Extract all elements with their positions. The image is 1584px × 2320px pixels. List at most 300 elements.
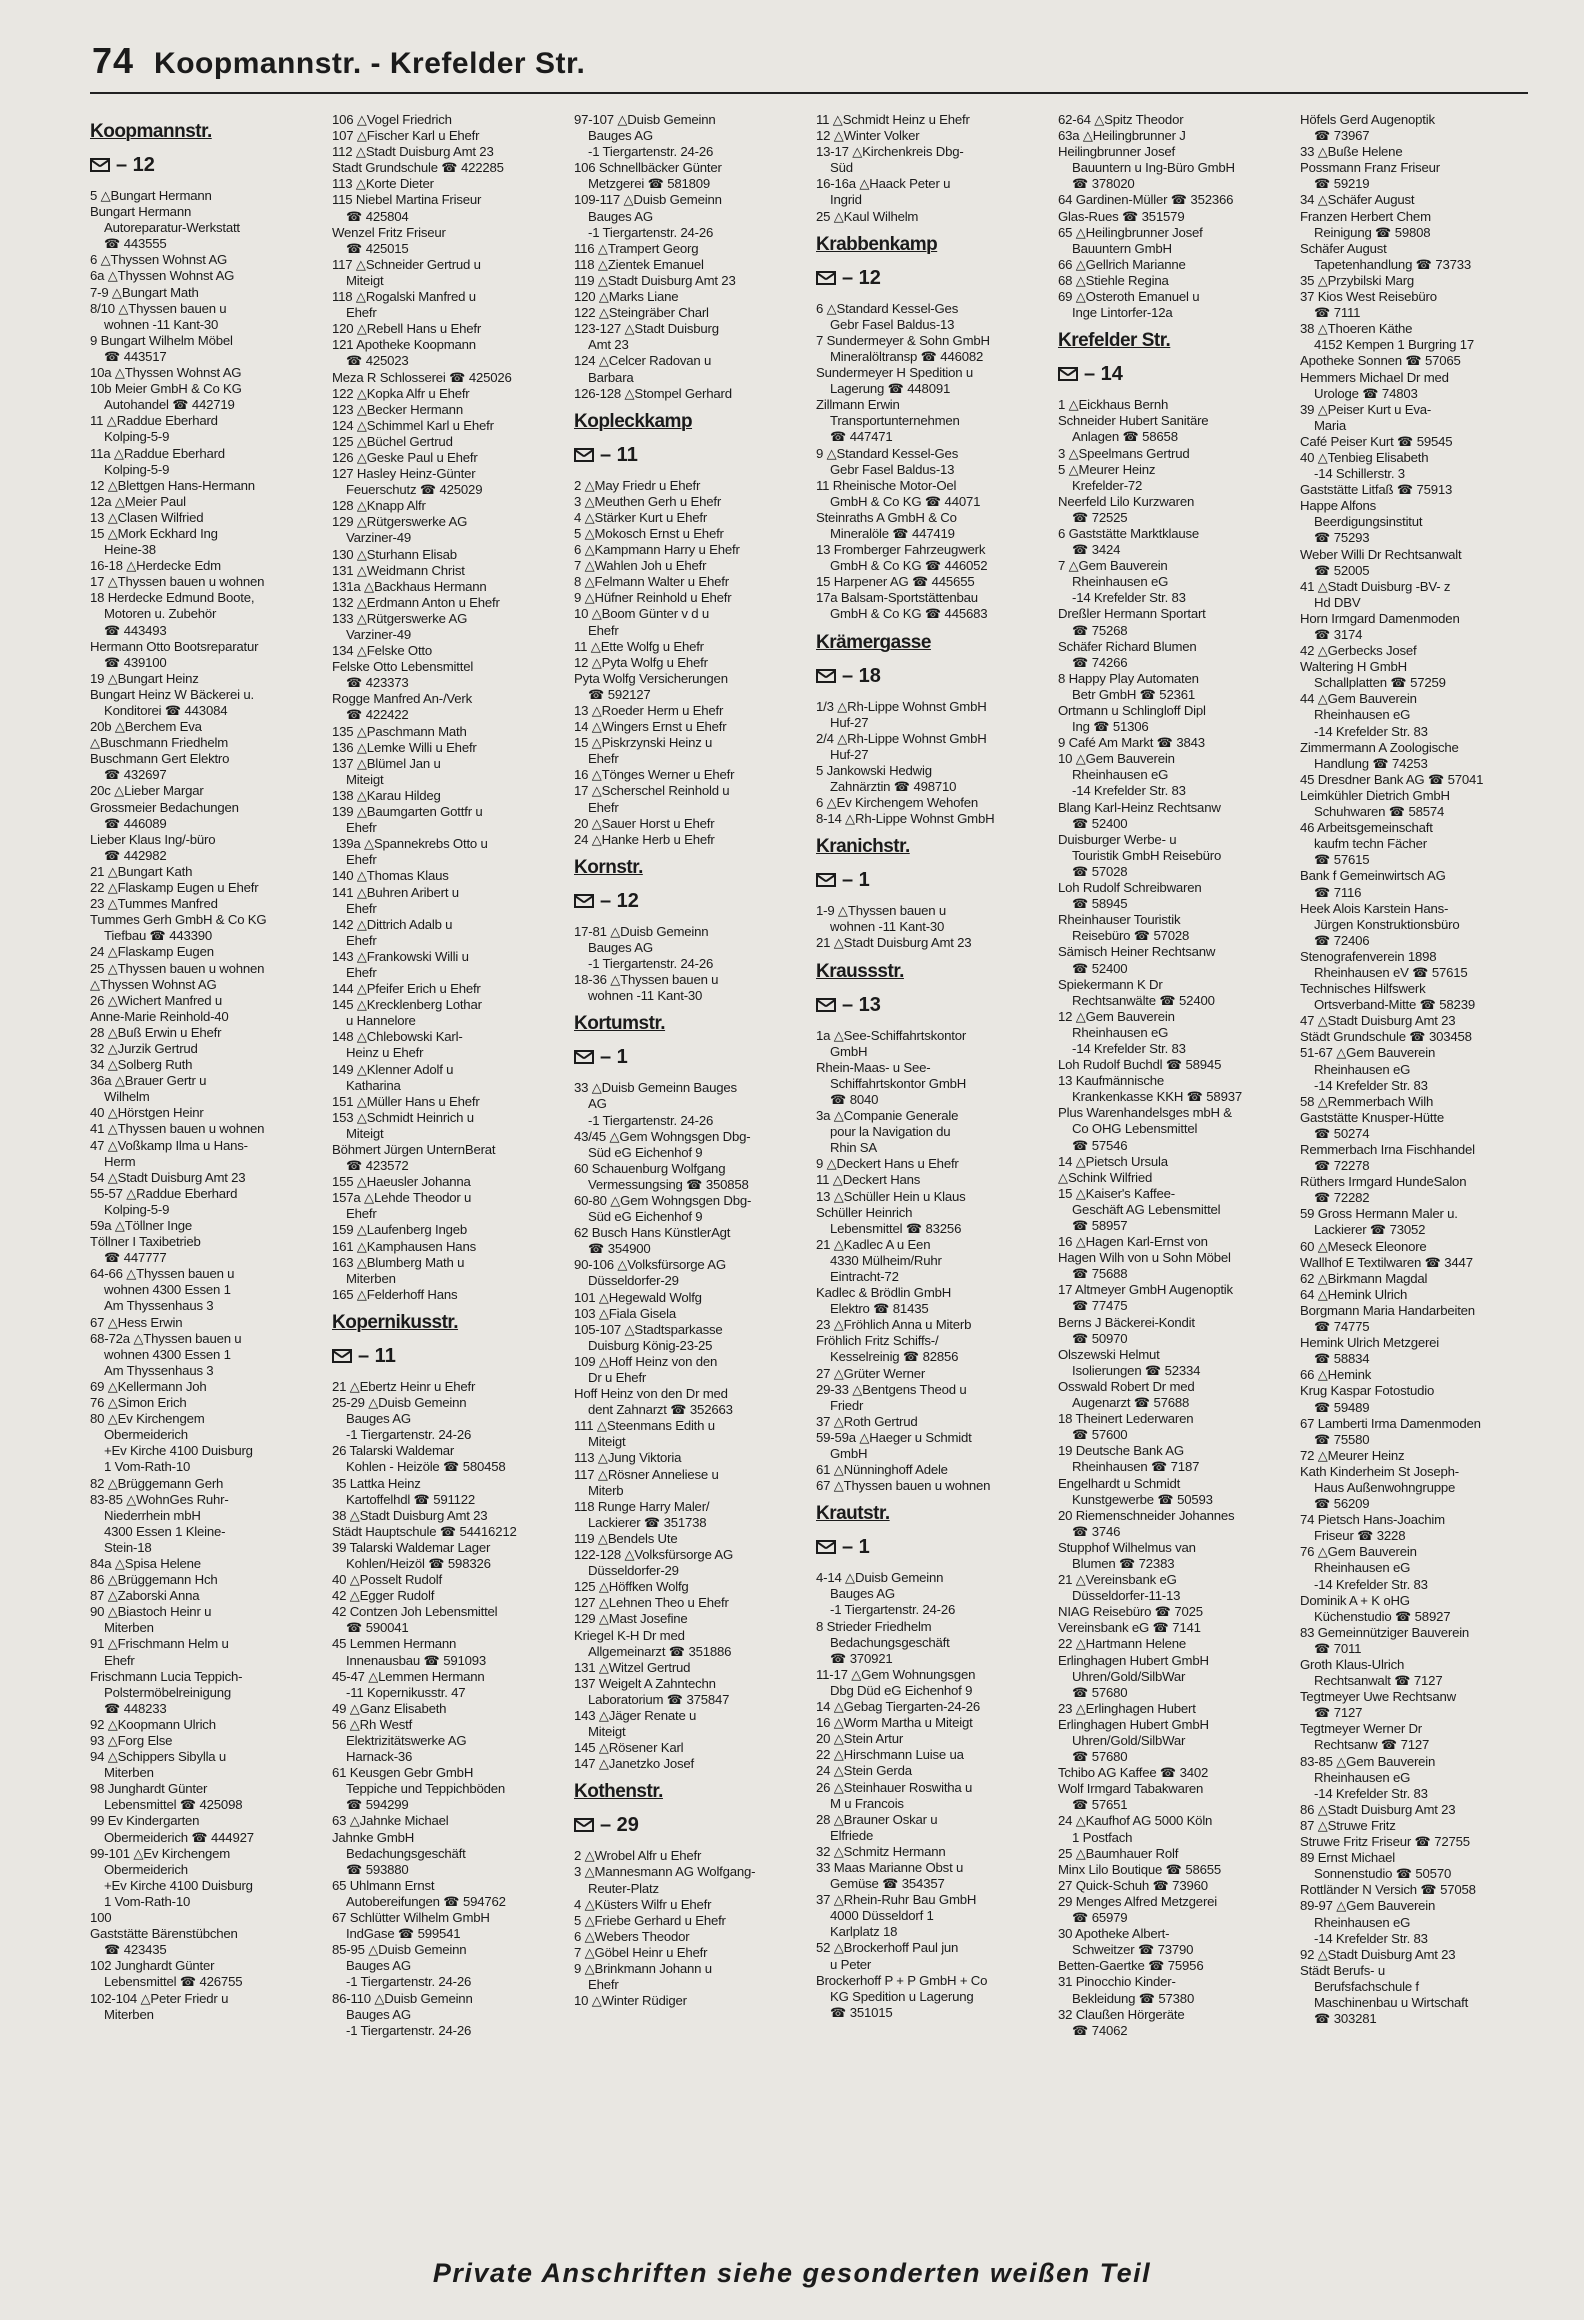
entry-continuation: -1 Tiergartenstr. 24-26	[588, 956, 714, 972]
entry-continuation: ☎ 7011	[1314, 1640, 1362, 1656]
entry-continuation: ☎ 422422	[346, 707, 409, 723]
entry-continuation: Obermeiderich	[104, 1861, 188, 1877]
entry-continuation: M u Francois	[830, 1795, 904, 1811]
directory-entry: 9 △Hüfner Reinhold u Ehefr	[574, 590, 732, 606]
directory-entry: 141 △Buhren Aribert u	[332, 884, 459, 900]
street-heading: Kopernikusstr.	[332, 1311, 459, 1333]
directory-entry: 122 △Kopka Alfr u Ehefr	[332, 385, 470, 401]
entry-continuation: ☎ 52005	[1314, 562, 1370, 578]
entry-continuation: ☎ 65979	[1072, 1910, 1128, 1926]
directory-entry: 3 △Mannesmann AG Wolfgang-	[574, 1864, 756, 1880]
directory-entry: 62 Busch Hans KünstlerAgt	[574, 1225, 731, 1241]
directory-entry: 9 △Standard Kessel-Ges	[816, 445, 959, 461]
entry-continuation: 4330 Mülheim/Ruhr	[830, 1252, 942, 1268]
entry-continuation: wohnen -11 Kant-30	[104, 316, 219, 332]
entry-continuation: 1 Vom-Rath-10	[104, 1893, 191, 1909]
directory-entry: 112 △Stadt Duisburg Amt 23	[332, 144, 494, 160]
directory-entry: 18 Herdecke Edmund Boote,	[90, 590, 255, 606]
envelope-icon	[574, 1050, 594, 1064]
entry-continuation: ☎ 354900	[588, 1241, 651, 1257]
directory-entry: Bungart Hermann	[90, 204, 192, 220]
directory-entry: 157a △Lehde Theodor u	[332, 1190, 472, 1206]
directory-entry: 86 △Brüggemann Hch	[90, 1572, 218, 1588]
entry-continuation: Miterben	[104, 2006, 154, 2022]
entry-continuation: Rheinhausen ☎ 7187	[1072, 1459, 1200, 1475]
entry-continuation: Reuter-Platz	[588, 1880, 659, 1896]
directory-entry: 8 Happy Play Automaten	[1058, 670, 1199, 686]
directory-column	[90, 112, 320, 2222]
directory-entry: Possmann Franz Friseur	[1300, 160, 1440, 176]
directory-entry: 15 △Piskrzynski Heinz u	[574, 735, 713, 751]
directory-entry: 13 △Clasen Wilfried	[90, 509, 204, 525]
directory-entry: 98 Junghardt Günter	[90, 1781, 208, 1797]
directory-entry: 94 △Schippers Sibylla u	[90, 1749, 227, 1765]
entry-continuation: Ehefr	[346, 932, 377, 948]
directory-entry: 117 △Schneider Gertrud u	[332, 256, 481, 272]
entry-continuation: -1 Tiergartenstr. 24-26	[588, 1112, 714, 1128]
directory-entry: 64 △Hemink Ulrich	[1300, 1286, 1408, 1302]
directory-entry: 10a △Thyssen Wohnst AG	[90, 365, 242, 381]
entry-continuation: Maschinenbau u Wirtschaft	[1314, 1994, 1469, 2010]
footer-note: Private Anschriften siehe gesonderten weißen Teil	[432, 2258, 1152, 2288]
entry-continuation: Jürgen Konstruktionsbüro	[1314, 916, 1460, 932]
entry-continuation: Friedr	[830, 1397, 864, 1413]
entry-continuation: Krankenkasse KKH ☎ 58937	[1072, 1089, 1242, 1105]
entry-continuation: -14 Krefelder Str. 83	[1072, 783, 1186, 799]
directory-entry: 31 Pinocchio Kinder-	[1058, 1974, 1176, 1990]
directory-entry: Rottländer N Versich ☎ 57058	[1300, 1882, 1476, 1898]
directory-entry: 139 △Baumgarten Gottfr u	[332, 804, 483, 820]
directory-entry: 61 △Nünninghoff Adele	[816, 1462, 948, 1478]
directory-entry: 17a Balsam-Sportstättenbau	[816, 590, 978, 606]
directory-entry: Rhein-Maas- u See-	[816, 1059, 931, 1075]
entry-continuation: Innenausbau ☎ 591093	[346, 1652, 487, 1668]
entry-continuation: GmbH	[830, 1446, 868, 1461]
directory-entry: Sämisch Heiner Rechtsanw	[1058, 944, 1216, 960]
directory-entry: Tegtmeyer Werner Dr	[1300, 1721, 1423, 1737]
directory-entry: 3a △Companie Generale	[816, 1108, 959, 1124]
directory-entry: 42 Contzen Joh Lebensmittel	[332, 1604, 498, 1620]
directory-entry: 139a △Spannekrebs Otto u	[332, 836, 488, 852]
directory-entry: 113 △Korte Dieter	[332, 176, 434, 192]
directory-entry: 33 Maas Marianne Obst u	[816, 1859, 964, 1875]
street-heading: Kornstr.	[574, 856, 643, 878]
entry-continuation: ☎ 7111	[1314, 305, 1361, 321]
envelope-icon	[574, 448, 594, 462]
entry-continuation: Rheinhausen eG	[1072, 767, 1169, 783]
entry-continuation: Kesselreinig ☎ 82856	[830, 1349, 959, 1365]
entry-continuation: Sonnenstudio ☎ 50570	[1314, 1866, 1452, 1882]
directory-entry: 12 △Winter Volker	[816, 128, 920, 144]
directory-entry: 1-9 △Thyssen bauen u	[816, 903, 947, 919]
directory-entry: Böhmert Jürgen UnternBerat	[332, 1142, 496, 1157]
directory-entry: 80 △Ev Kirchengem	[90, 1411, 205, 1427]
directory-entry: 155 △Haeusler Johanna	[332, 1174, 471, 1190]
directory-entry: Heilingbrunner Josef	[1058, 144, 1175, 160]
directory-entry: 87 △Zaborski Anna	[90, 1588, 200, 1604]
entry-continuation: Transportunternehmen	[830, 413, 960, 429]
directory-entry: 13 △Roeder Herm u Ehefr	[574, 703, 724, 718]
directory-entry: 9 Café Am Markt ☎ 3843	[1058, 735, 1205, 751]
directory-column	[1300, 112, 1530, 2222]
directory-entry: 29-33 △Bentgens Theod u	[816, 1381, 967, 1397]
directory-entry: 5 △Bungart Hermann	[90, 188, 212, 203]
directory-entry: 6 △Standard Kessel-Ges	[816, 300, 959, 316]
directory-entry: 87 △Struwe Fritz	[1300, 1817, 1396, 1833]
entry-continuation: ☎ 50970	[1072, 1330, 1128, 1346]
directory-entry: 102-104 △Peter Friedr u	[90, 1990, 229, 2006]
entry-continuation: Obermeiderich	[104, 1427, 188, 1443]
directory-entry: 120 △Rebell Hans u Ehefr	[332, 321, 482, 337]
directory-entry: 63 △Jahnke Michael	[332, 1813, 449, 1829]
directory-entry: 65 △Heilingbrunner Josef	[1058, 224, 1203, 240]
street-heading: Kraussstr.	[816, 960, 904, 982]
entry-continuation: ☎ 432697	[104, 767, 167, 783]
directory-entry: 76 △Gem Bauverein	[1300, 1544, 1417, 1560]
entry-continuation: Duisburg König-23-25	[588, 1337, 713, 1353]
directory-entry: 6 △Ev Kirchengem Wehofen	[816, 795, 978, 811]
entry-continuation: Schweitzer ☎ 73790	[1072, 1942, 1194, 1958]
directory-entry: Happe Alfons	[1300, 498, 1377, 514]
directory-entry: 15 △Mork Eckhard Ing	[90, 525, 218, 541]
directory-entry: 125 △Büchel Gertrud	[332, 433, 453, 449]
entry-continuation: Co OHG Lebensmittel	[1072, 1121, 1198, 1137]
entry-continuation: GmbH & Co KG ☎ 445683	[830, 606, 988, 622]
entry-continuation: Bauges AG	[346, 2006, 411, 2022]
directory-entry: 20 △Stein Artur	[816, 1731, 904, 1747]
directory-entry: 20 Riemenschneider Johannes	[1058, 1507, 1235, 1523]
entry-continuation: -1 Tiergartenstr. 24-26	[588, 144, 714, 160]
envelope-icon	[332, 1349, 352, 1363]
entry-continuation: Am Thyssenhaus 3	[104, 1298, 214, 1314]
directory-entry: 18-36 △Thyssen bauen u	[574, 972, 719, 988]
entry-continuation: Rheinhausen eG	[1314, 1914, 1411, 1930]
directory-entry: 122-128 △Volksfürsorge AG	[574, 1547, 734, 1563]
directory-entry: 100	[90, 1910, 112, 1926]
directory-entry: 64 Gardinen-Müller ☎ 352366	[1058, 192, 1234, 208]
entry-continuation: 4300 Essen 1 Kleine-	[104, 1523, 226, 1539]
entry-continuation: Mineralöle ☎ 447419	[830, 525, 955, 541]
entry-continuation: Eintracht-72	[830, 1268, 899, 1284]
directory-entry: 1 △Eickhaus Bernh	[1058, 397, 1169, 413]
entry-continuation: Miteigt	[588, 1724, 626, 1740]
entry-continuation: Ehefr	[346, 1206, 377, 1222]
entry-continuation: Niederrhein mbH	[104, 1507, 201, 1523]
directory-entry: 123-127 △Stadt Duisburg	[574, 321, 719, 337]
directory-entry: 126-128 △Stompel Gerhard	[574, 385, 732, 401]
directory-entry: Schäfer August	[1300, 240, 1387, 256]
entry-continuation: GmbH	[830, 1043, 868, 1059]
directory-entry: 60 △Meseck Eleonore	[1300, 1238, 1427, 1254]
directory-entry: Bank f Gemeinwirtsch AG	[1300, 868, 1446, 884]
directory-entry: 10 △Boom Günter v d u	[574, 606, 709, 622]
entry-continuation: Allgemeinarzt ☎ 351886	[588, 1643, 732, 1659]
entry-continuation: Huf-27	[830, 746, 869, 762]
directory-entry: 165 △Felderhoff Hans	[332, 1286, 458, 1302]
page-title: Koopmannstr. - Krefelder Str.	[154, 47, 586, 80]
directory-entry: 121 Apotheke Koopmann	[332, 337, 476, 353]
directory-entry: 117 △Rösner Anneliese u	[574, 1466, 719, 1482]
directory-entry: 32 Claußen Hörgeräte	[1058, 2006, 1185, 2022]
directory-entry: Grossmeier Bedachungen	[90, 799, 239, 815]
directory-entry: 8 Strieder Friedhelm	[816, 1618, 932, 1634]
directory-entry: 28 △Buß Erwin u Ehefr	[90, 1024, 222, 1040]
directory-entry: Franzen Herbert Chem	[1300, 208, 1431, 224]
directory-entry: 9 △Brinkmann Johann u	[574, 1961, 712, 1976]
entry-continuation: 4000 Düsseldorf 1	[830, 1908, 934, 1924]
directory-entry: 45-47 △Lemmen Hermann	[332, 1668, 485, 1684]
directory-entry: Neerfeld Lilo Kurzwaren	[1058, 493, 1195, 509]
directory-entry: 69 △Osteroth Emanuel u	[1058, 289, 1200, 305]
directory-entry: 24 △Kaufhof AG 5000 Köln	[1058, 1813, 1213, 1829]
envelope-icon	[90, 158, 110, 172]
postal-district	[816, 1534, 1046, 1560]
entry-continuation: KG Spedition u Lagerung	[830, 1988, 974, 2004]
postal-district-number: – 13	[842, 993, 881, 1016]
directory-entry: 26 △Wichert Manfred u	[90, 992, 223, 1008]
postal-district	[816, 992, 1046, 1018]
directory-entry: 12 △Blettgen Hans-Hermann	[90, 477, 255, 493]
entry-continuation: Düsseldorfer-11-13	[1072, 1588, 1181, 1604]
directory-entry: Waltering H GmbH	[1300, 659, 1407, 675]
directory-entry: 44 △Gem Bauverein	[1300, 691, 1417, 707]
directory-entry: 8-14 △Rh-Lippe Wohnst GmbH	[816, 811, 995, 827]
entry-continuation: Bauges AG	[588, 939, 653, 955]
directory-column	[574, 112, 804, 2222]
entry-continuation: Konditorei ☎ 443084	[104, 703, 228, 718]
directory-entry: 46 Arbeitsgemeinschaft	[1300, 820, 1433, 836]
directory-entry: 67 Lamberti Irma Damenmoden	[1300, 1415, 1481, 1431]
directory-entry: 34 △Schäfer August	[1300, 192, 1415, 208]
directory-entry: 149 △Klenner Adolf u	[332, 1061, 454, 1077]
postal-district	[574, 888, 804, 914]
directory-entry: 105-107 △Stadtsparkasse	[574, 1321, 723, 1337]
entry-continuation: Rheinhausen eG	[1072, 574, 1169, 590]
directory-entry: 106 △Vogel Friedrich	[332, 112, 452, 127]
entry-continuation: ☎ 3424	[1072, 542, 1121, 558]
entry-continuation: Düsseldorfer-29	[588, 1563, 679, 1579]
directory-entry: 8/10 △Thyssen bauen u	[90, 300, 227, 316]
directory-entry: 37 △Roth Gertrud	[816, 1413, 918, 1429]
entry-continuation: ☎ 351015	[830, 2004, 893, 2020]
entry-continuation: ☎ 75688	[1072, 1266, 1128, 1282]
entry-continuation: Elektro ☎ 81435	[830, 1301, 929, 1317]
directory-entry: 99-101 △Ev Kirchengem	[90, 1845, 231, 1861]
entry-continuation: ☎ 72278	[1314, 1158, 1370, 1174]
directory-entry: 93 △Forg Else	[90, 1733, 173, 1748]
postal-district-number: – 11	[600, 443, 638, 466]
entry-continuation: -14 Krefelder Str. 83	[1314, 1077, 1428, 1093]
entry-continuation: ☎ 57546	[1072, 1137, 1128, 1153]
entry-continuation: ☎ 370921	[830, 1650, 893, 1666]
directory-entry: 15 △Kaiser's Kaffee-	[1058, 1185, 1175, 1201]
directory-entry: 3 △Speelmans Gertrud	[1058, 445, 1190, 461]
directory-entry: 137 △Blümel Jan u	[332, 755, 441, 771]
directory-entry: 28 △Brauner Oskar u	[816, 1811, 938, 1827]
directory-column	[332, 112, 562, 2222]
directory-entry: 7-9 △Bungart Math	[90, 284, 199, 300]
directory-entry: 11-17 △Gem Wohnungsgen	[816, 1666, 976, 1682]
entry-continuation: Rheinhausen eG	[1314, 1061, 1411, 1077]
entry-continuation: Gebr Fasel Baldus-13	[830, 316, 955, 332]
entry-continuation: Miterben	[104, 1620, 154, 1636]
entry-continuation: ☎ 75580	[1314, 1431, 1370, 1447]
entry-continuation: Ehefr	[346, 305, 377, 321]
entry-continuation: Rheinhausen eG	[1314, 707, 1411, 723]
entry-continuation: ☎ 77475	[1072, 1298, 1128, 1314]
entry-continuation: -14 Schillerstr. 3	[1314, 466, 1405, 482]
directory-entry: 41 △Stadt Duisburg -BV- z	[1300, 578, 1451, 594]
entry-continuation: ☎ 75268	[1072, 622, 1128, 638]
directory-entry: 61 Keusgen Gebr GmbH	[332, 1765, 474, 1781]
entry-continuation: ☎ 52400	[1072, 960, 1128, 976]
postal-district	[574, 1812, 804, 1838]
directory-entry: 99 Ev Kindergarten	[90, 1813, 200, 1829]
directory-entry: 102 Junghardt Günter	[90, 1958, 215, 1974]
directory-entry: 6 Gaststätte Marktklause	[1058, 525, 1200, 541]
entry-continuation: Dr u Ehefr	[588, 1370, 647, 1385]
envelope-icon	[574, 1818, 594, 1832]
directory-entry: 103 △Fiala Gisela	[574, 1305, 677, 1321]
directory-entry: 12 △Gem Bauverein	[1058, 1008, 1175, 1024]
entry-continuation: Miterben	[104, 1765, 154, 1781]
directory-entry: 163 △Blumberg Math u	[332, 1254, 465, 1270]
directory-entry: 123 △Becker Hermann	[332, 401, 463, 417]
entry-continuation: ☎ 423435	[104, 1942, 167, 1958]
street-heading: Krautstr.	[816, 1503, 890, 1525]
directory-entry: 11 △Deckert Hans	[816, 1172, 921, 1188]
directory-entry: 66 △Gellrich Marianne	[1058, 256, 1186, 272]
entry-continuation: Katharina	[346, 1077, 401, 1093]
entry-continuation: Lagerung ☎ 448091	[830, 381, 951, 397]
entry-continuation: Schallplatten ☎ 57259	[1314, 675, 1446, 691]
directory-entry: 118 △Rogalski Manfred u	[332, 289, 476, 305]
directory-entry: Vereinsbank eG ☎ 7141	[1058, 1620, 1201, 1636]
envelope-icon	[816, 271, 836, 285]
entry-continuation: Ehefr	[588, 799, 619, 815]
postal-district-number: – 12	[600, 889, 639, 912]
directory-entry: 24 △Hanke Herb u Ehefr	[574, 831, 715, 847]
entry-continuation: Am Thyssenhaus 3	[104, 1362, 214, 1378]
entry-continuation: -1 Tiergartenstr. 24-26	[346, 1427, 472, 1443]
entry-continuation: Bedachungsgeschäft	[830, 1634, 950, 1650]
directory-entry: 26 Talarski Waldemar	[332, 1443, 455, 1459]
entry-continuation: Miteigt	[346, 272, 384, 288]
street-heading: Koopmannstr.	[90, 121, 212, 142]
entry-continuation: wohnen 4300 Essen 1	[104, 1346, 231, 1362]
entry-continuation: ☎ 3174	[1314, 627, 1363, 642]
entry-continuation: -14 Krefelder Str. 83	[1072, 1040, 1186, 1056]
directory-entry: Rüthers Irmgard HundeSalon	[1300, 1174, 1467, 1190]
directory-entry: 37 △Rhein-Ruhr Bau GmbH	[816, 1892, 977, 1908]
entry-continuation: ☎ 74062	[1072, 2022, 1128, 2038]
entry-continuation: Ehefr	[346, 964, 377, 980]
postal-district-number: – 1	[842, 1536, 870, 1559]
entry-continuation: ☎ 57680	[1072, 1749, 1128, 1765]
entry-continuation: Bauges AG	[346, 1411, 411, 1427]
entry-continuation: ☎ 58834	[1314, 1351, 1370, 1367]
directory-entry: Heek Alois Karstein Hans-	[1300, 900, 1449, 916]
directory-entry: 19 △Bungart Heinz	[90, 670, 199, 686]
directory-entry: 30 Apotheke Albert-	[1058, 1926, 1170, 1942]
entry-continuation: Ingrid	[830, 192, 862, 208]
directory-entry: Anne-Marie Reinhold-40	[90, 1008, 229, 1024]
entry-continuation: Rheinhausen eV ☎ 57615	[1314, 964, 1468, 980]
directory-entry: Weber Willi Dr Rechtsanwalt	[1300, 546, 1462, 562]
entry-continuation: Miterben	[346, 1270, 396, 1286]
directory-entry: 33 △Buße Helene	[1300, 144, 1403, 160]
directory-entry: 25 △Kaul Wilhelm	[816, 208, 919, 224]
directory-entry: 67 △Thyssen bauen u wohnen	[816, 1478, 991, 1494]
directory-entry: 16-18 △Herdecke Edm	[90, 558, 221, 574]
directory-entry: 58 △Remmerbach Wilh	[1300, 1093, 1434, 1109]
directory-entry: 60 Schauenburg Wolfgang	[574, 1160, 726, 1176]
directory-entry: 38 △Thoeren Käthe	[1300, 321, 1413, 337]
directory-entry: Sundermeyer H Spedition u	[816, 365, 974, 381]
entry-continuation: Tapetenhandlung ☎ 73733	[1314, 256, 1472, 272]
directory-entry: Gaststätte Knusper-Hütte	[1300, 1109, 1444, 1125]
directory-entry: 113 △Jung Viktoria	[574, 1450, 682, 1466]
entry-continuation: Motoren u. Zubehör	[104, 606, 217, 622]
directory-entry: Leimkühler Dietrich GmbH	[1300, 787, 1450, 803]
directory-entry: 32 △Schmitz Hermann	[816, 1843, 946, 1859]
directory-entry: 21 △Ebertz Heinr u Ehefr	[332, 1378, 476, 1394]
street-heading: Krämergasse	[816, 631, 931, 653]
entry-continuation: Lackierer ☎ 73052	[1314, 1222, 1426, 1238]
directory-entry: Horn Irmgard Damenmoden	[1300, 610, 1460, 626]
directory-entry: Wallhof E Textilwaren ☎ 3447	[1300, 1254, 1473, 1270]
directory-entry: 40 △Tenbieg Elisabeth	[1300, 449, 1429, 465]
directory-entry: 40 △Posselt Rudolf	[332, 1572, 442, 1588]
envelope-icon	[816, 998, 836, 1012]
directory-entry: Tummes Gerh GmbH & Co KG	[90, 912, 267, 928]
entry-continuation: ☎ 73967	[1314, 128, 1370, 144]
directory-entry: Wenzel Fritz Friseur	[332, 224, 446, 240]
directory-entry: Hemink Ulrich Metzgerei	[1300, 1335, 1440, 1351]
directory-entry: Hermann Otto Bootsreparatur	[90, 638, 259, 654]
directory-entry: 83-85 △Gem Bauverein	[1300, 1753, 1436, 1769]
directory-entry: Wolf Irmgard Tabakwaren	[1058, 1781, 1204, 1797]
directory-entry: 25 △Baumhauer Rolf	[1058, 1845, 1179, 1861]
directory-entry: Tchibo AG Kaffee ☎ 3402	[1058, 1765, 1209, 1781]
directory-entry: 32 △Jurzik Gertrud	[90, 1040, 198, 1056]
directory-entry: 107 △Fischer Karl u Ehefr	[332, 128, 480, 144]
directory-entry: 17 Altmeyer GmbH Augenoptik	[1058, 1282, 1233, 1298]
entry-continuation: ☎ 57600	[1072, 1427, 1128, 1443]
entry-continuation: -14 Krefelder Str. 83	[1314, 723, 1428, 739]
directory-entry: 60-80 △Gem Wohngsgen Dbg-	[574, 1192, 752, 1208]
directory-entry: 92 △Stadt Duisburg Amt 23	[1300, 1946, 1456, 1962]
directory-entry: Bungart Heinz W Bäckerei u.	[90, 686, 254, 702]
entry-continuation: Amt 23	[588, 337, 629, 353]
entry-continuation: Obermeiderich ☎ 444927	[104, 1829, 254, 1845]
directory-entry: 2 △May Friedr u Ehefr	[574, 477, 701, 493]
postal-district	[816, 265, 1046, 291]
directory-entry: 25-29 △Duisb Gemeinn	[332, 1395, 467, 1411]
entry-continuation: Schuhwaren ☎ 58574	[1314, 804, 1445, 820]
directory-entry: 9 △Deckert Hans u Ehefr	[816, 1156, 959, 1172]
directory-entry: 21 △Stadt Duisburg Amt 23	[816, 935, 972, 951]
entry-continuation: 1 Postfach	[1072, 1829, 1133, 1845]
directory-entry: 111 △Steenmans Edith u	[574, 1418, 715, 1434]
directory-entry: 151 △Müller Hans u Ehefr	[332, 1093, 480, 1109]
directory-entry: 127 △Lehnen Theo u Ehefr	[574, 1595, 729, 1611]
directory-entry: 14 △Wingers Ernst u Ehefr	[574, 719, 727, 735]
postal-district	[332, 1343, 562, 1369]
directory-entry: 21 △Bungart Kath	[90, 863, 193, 879]
entry-continuation: ☎ 72406	[1314, 932, 1370, 948]
directory-entry: 6a △Thyssen Wohnst AG	[90, 268, 235, 284]
